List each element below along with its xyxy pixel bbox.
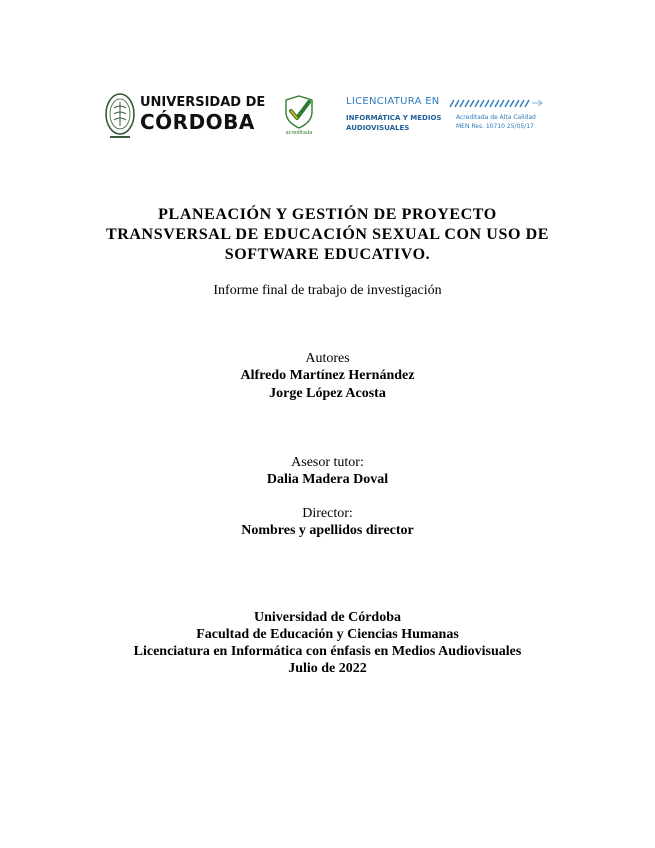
author-name-2: Jorge López Acosta xyxy=(269,386,386,401)
decorative-slashes-icon xyxy=(448,99,544,108)
checkmark-shield-icon xyxy=(280,94,318,130)
advisor-label: Asesor tutor: xyxy=(291,455,364,470)
university-name xyxy=(140,96,272,134)
university-name-line2: CÓRDOBA xyxy=(140,110,255,134)
program-logo-subtitle-line1: INFORMÁTICA Y MEDIOS xyxy=(346,114,442,122)
institution-university: Universidad de Córdoba xyxy=(253,610,402,625)
document-title-line-2: TRANSVERSAL DE EDUCACIÓN SEXUAL CON USO DE xyxy=(105,226,550,243)
program-accreditation-line2: MEN Res. 10710 25/05/17 xyxy=(456,123,534,130)
university-name-line1: UNIVERSIDAD DE xyxy=(140,95,266,110)
institution-program: Licenciatura en Informática con énfasis en Medios Audiovisuales xyxy=(133,644,522,659)
program-accreditation-line1: Acreditada de Alta Calidad xyxy=(456,114,536,121)
document-title-line-1: PLANEACIÓN Y GESTIÓN DE PROYECTO xyxy=(158,206,497,223)
advisor-name: Dalia Madera Doval xyxy=(266,472,389,487)
program-logo-subtitle-line2: AUDIOVISUALES xyxy=(346,124,410,132)
accreditation-logo-label: acreditada xyxy=(285,130,313,136)
director-label: Director: xyxy=(302,506,353,521)
program-logo xyxy=(344,96,550,140)
document-subtitle: Informe final de trabajo de investigación xyxy=(213,283,442,298)
institution-faculty: Facultad de Educación y Ciencias Humanas xyxy=(196,627,459,642)
university-seal-icon xyxy=(104,92,136,142)
authors-label: Autores xyxy=(305,351,350,366)
document-date: Julio de 2022 xyxy=(288,661,367,676)
accreditation-logo xyxy=(280,94,318,140)
author-name-1: Alfredo Martínez Hernández xyxy=(240,368,415,383)
header-logos xyxy=(104,92,554,144)
director-name: Nombres y apellidos director xyxy=(241,523,414,538)
document-title-line-3: SOFTWARE EDUCATIVO. xyxy=(224,246,431,263)
program-logo-title: LICENCIATURA EN xyxy=(346,96,440,107)
